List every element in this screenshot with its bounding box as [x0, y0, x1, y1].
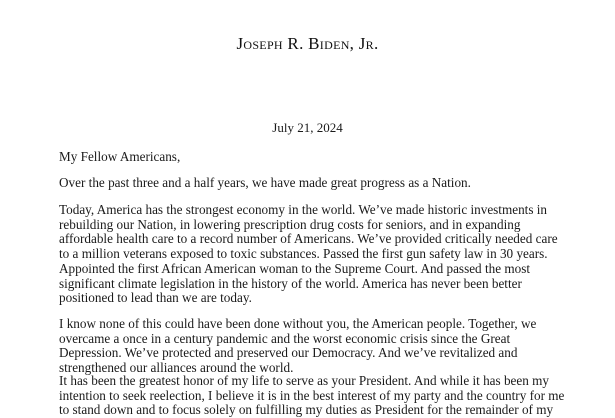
text-line: It has been the greatest honor of my life to serve as your President. And while it has been my	[59, 373, 550, 388]
text-line: significant climate legislation in the history of the world. America has never been better	[59, 275, 522, 291]
letterhead: Joseph R. Biden, Jr.	[236, 34, 379, 53]
text-line: to stand down and to focus solely on fulfilling my duties as President for the remainder of my	[59, 402, 554, 418]
text-line: Depression. We’ve protected and preserved our Democracy. And we’ve revitalized and	[59, 345, 518, 361]
text-line: positioned to lead than we are today.	[59, 290, 252, 306]
letter-date: July 21, 2024	[272, 120, 343, 135]
text-line: affordable health care to a record number of Americans. We’ve provided critically needed care	[59, 231, 558, 247]
paragraph-american-people	[59, 317, 536, 376]
text-line: rebuilding our Nation, in lowering prescription drug costs for seniors, and in expanding	[59, 216, 521, 232]
paragraph-stand-down	[59, 374, 564, 418]
paragraph-progress	[59, 176, 471, 191]
salutation: My Fellow Americans,	[59, 149, 181, 164]
text-line: I know none of this could have been done without you, the American people. Together, we	[59, 316, 537, 331]
text-line: overcame a once in a century pandemic and the worst economic crisis since the Great	[59, 330, 511, 346]
text-line: strengthened our alliances around the world.	[59, 360, 294, 376]
text-line: Over the past three and a half years, we have made great progress as a Nation.	[59, 175, 471, 190]
text-line: intention to seek reelection, I believe it is in the best interest of my party and the country for me	[59, 387, 565, 403]
text-line: Today, America has the strongest economy in the world. We’ve made historic investments in	[59, 202, 548, 217]
paragraph-accomplishments	[59, 203, 558, 306]
text-line: Appointed the first African American woman to the Supreme Court. And passed the most	[59, 260, 530, 276]
text-line: to a million veterans exposed to toxic substances. Passed the first gun safety law in 30 years.	[59, 246, 548, 262]
